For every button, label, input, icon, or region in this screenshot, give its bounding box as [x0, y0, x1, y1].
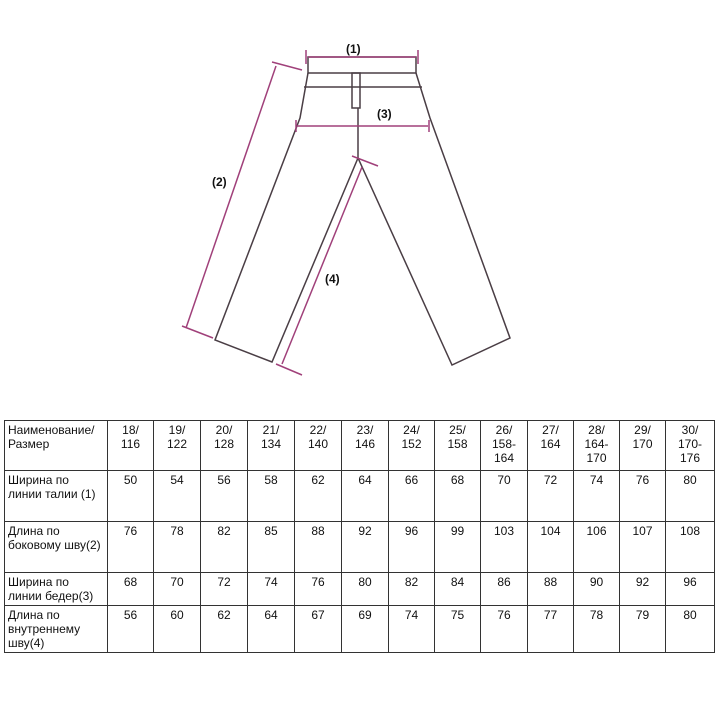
measurement-value-cell: 56	[108, 606, 154, 653]
measurement-value-cell: 78	[574, 606, 620, 653]
measurement-label-cell: Длина по боковому шву(2)	[5, 522, 108, 573]
side-seam-tick-top	[272, 62, 302, 70]
measurement-value-cell: 74	[248, 573, 295, 606]
measurement-value-cell: 88	[528, 573, 574, 606]
measurement-value-cell: 88	[295, 522, 342, 573]
measurement-value-cell: 85	[248, 522, 295, 573]
measurement-value-cell: 56	[201, 471, 248, 522]
measurement-value-cell: 69	[342, 606, 389, 653]
size-header-cell: 29/ 170	[620, 421, 666, 471]
size-header-cell: 23/ 146	[342, 421, 389, 471]
measurement-row	[5, 573, 715, 606]
size-header-cell: 21/ 134	[248, 421, 295, 471]
measurement-value-cell: 106	[574, 522, 620, 573]
measure-lines	[182, 50, 429, 375]
size-header-cell: 24/ 152	[389, 421, 435, 471]
size-table-container	[4, 420, 716, 654]
size-header-cell: 20/ 128	[201, 421, 248, 471]
measurement-value-cell: 82	[201, 522, 248, 573]
measurement-value-cell: 82	[389, 573, 435, 606]
measurement-value-cell: 107	[620, 522, 666, 573]
measurement-value-cell: 96	[666, 573, 715, 606]
waistband	[308, 57, 416, 73]
measurement-value-cell: 84	[435, 573, 481, 606]
measurement-value-cell: 67	[295, 606, 342, 653]
measurement-value-cell: 62	[295, 471, 342, 522]
measurement-value-cell: 64	[342, 471, 389, 522]
hip-label: (3)	[377, 107, 392, 121]
measurement-value-cell: 99	[435, 522, 481, 573]
measurement-value-cell: 90	[574, 573, 620, 606]
measurement-value-cell: 74	[389, 606, 435, 653]
measurement-row	[5, 471, 715, 522]
measurement-value-cell: 80	[342, 573, 389, 606]
measurement-label-cell: Длина по внутреннему шву(4)	[5, 606, 108, 653]
measurement-value-cell: 70	[481, 471, 528, 522]
measurement-value-cell: 77	[528, 606, 574, 653]
measurement-row	[5, 522, 715, 573]
size-header-cell: 27/ 164	[528, 421, 574, 471]
measurement-value-cell: 96	[389, 522, 435, 573]
measurement-value-cell: 58	[248, 471, 295, 522]
measurement-value-cell: 76	[295, 573, 342, 606]
measurement-value-cell: 86	[481, 573, 528, 606]
inseam-measure-line	[282, 167, 362, 364]
size-header-cell: 25/ 158	[435, 421, 481, 471]
inseam-label: (4)	[325, 272, 340, 286]
fly-placket	[352, 73, 360, 108]
measurement-label-cell: Ширина по линии талии (1)	[5, 471, 108, 522]
size-header-cell: 19/ 122	[154, 421, 201, 471]
measurement-value-cell: 70	[154, 573, 201, 606]
pants-outline	[215, 57, 510, 365]
measurement-value-cell: 79	[620, 606, 666, 653]
measurement-value-cell: 68	[435, 471, 481, 522]
measurement-value-cell: 80	[666, 606, 715, 653]
inseam-tick-bottom	[276, 364, 302, 375]
measurement-value-cell: 62	[201, 606, 248, 653]
measurement-value-cell: 54	[154, 471, 201, 522]
size-header-cell: 28/ 164- 170	[574, 421, 620, 471]
side-seam-tick-bottom	[182, 326, 213, 338]
header-label-cell: Наименование/ Размер	[5, 421, 108, 471]
size-header-cell: 22/ 140	[295, 421, 342, 471]
measurement-value-cell: 74	[574, 471, 620, 522]
measurement-value-cell: 76	[620, 471, 666, 522]
size-header-cell: 26/ 158- 164	[481, 421, 528, 471]
measurement-value-cell: 64	[248, 606, 295, 653]
measurement-value-cell: 68	[108, 573, 154, 606]
measurement-value-cell: 50	[108, 471, 154, 522]
header-row	[5, 421, 715, 471]
size-table	[4, 420, 715, 653]
measurement-value-cell: 76	[481, 606, 528, 653]
measurement-value-cell: 80	[666, 471, 715, 522]
measurement-label-cell: Ширина по линии бедер(3)	[5, 573, 108, 606]
measurement-value-cell: 72	[528, 471, 574, 522]
waist-label: (1)	[346, 42, 361, 56]
measurement-value-cell: 104	[528, 522, 574, 573]
measurement-value-cell: 60	[154, 606, 201, 653]
size-table-body	[5, 421, 715, 653]
measurement-value-cell: 108	[666, 522, 715, 573]
measurement-value-cell: 92	[342, 522, 389, 573]
measurement-row	[5, 606, 715, 653]
measurement-value-cell: 78	[154, 522, 201, 573]
measurement-value-cell: 66	[389, 471, 435, 522]
size-header-cell: 18/ 116	[108, 421, 154, 471]
side-seam-label: (2)	[212, 175, 227, 189]
measurement-value-cell: 75	[435, 606, 481, 653]
measurement-value-cell: 103	[481, 522, 528, 573]
measurement-value-cell: 76	[108, 522, 154, 573]
size-header-cell: 30/ 170- 176	[666, 421, 715, 471]
measurement-value-cell: 92	[620, 573, 666, 606]
side-seam-measure-line	[186, 66, 276, 328]
measurement-value-cell: 72	[201, 573, 248, 606]
